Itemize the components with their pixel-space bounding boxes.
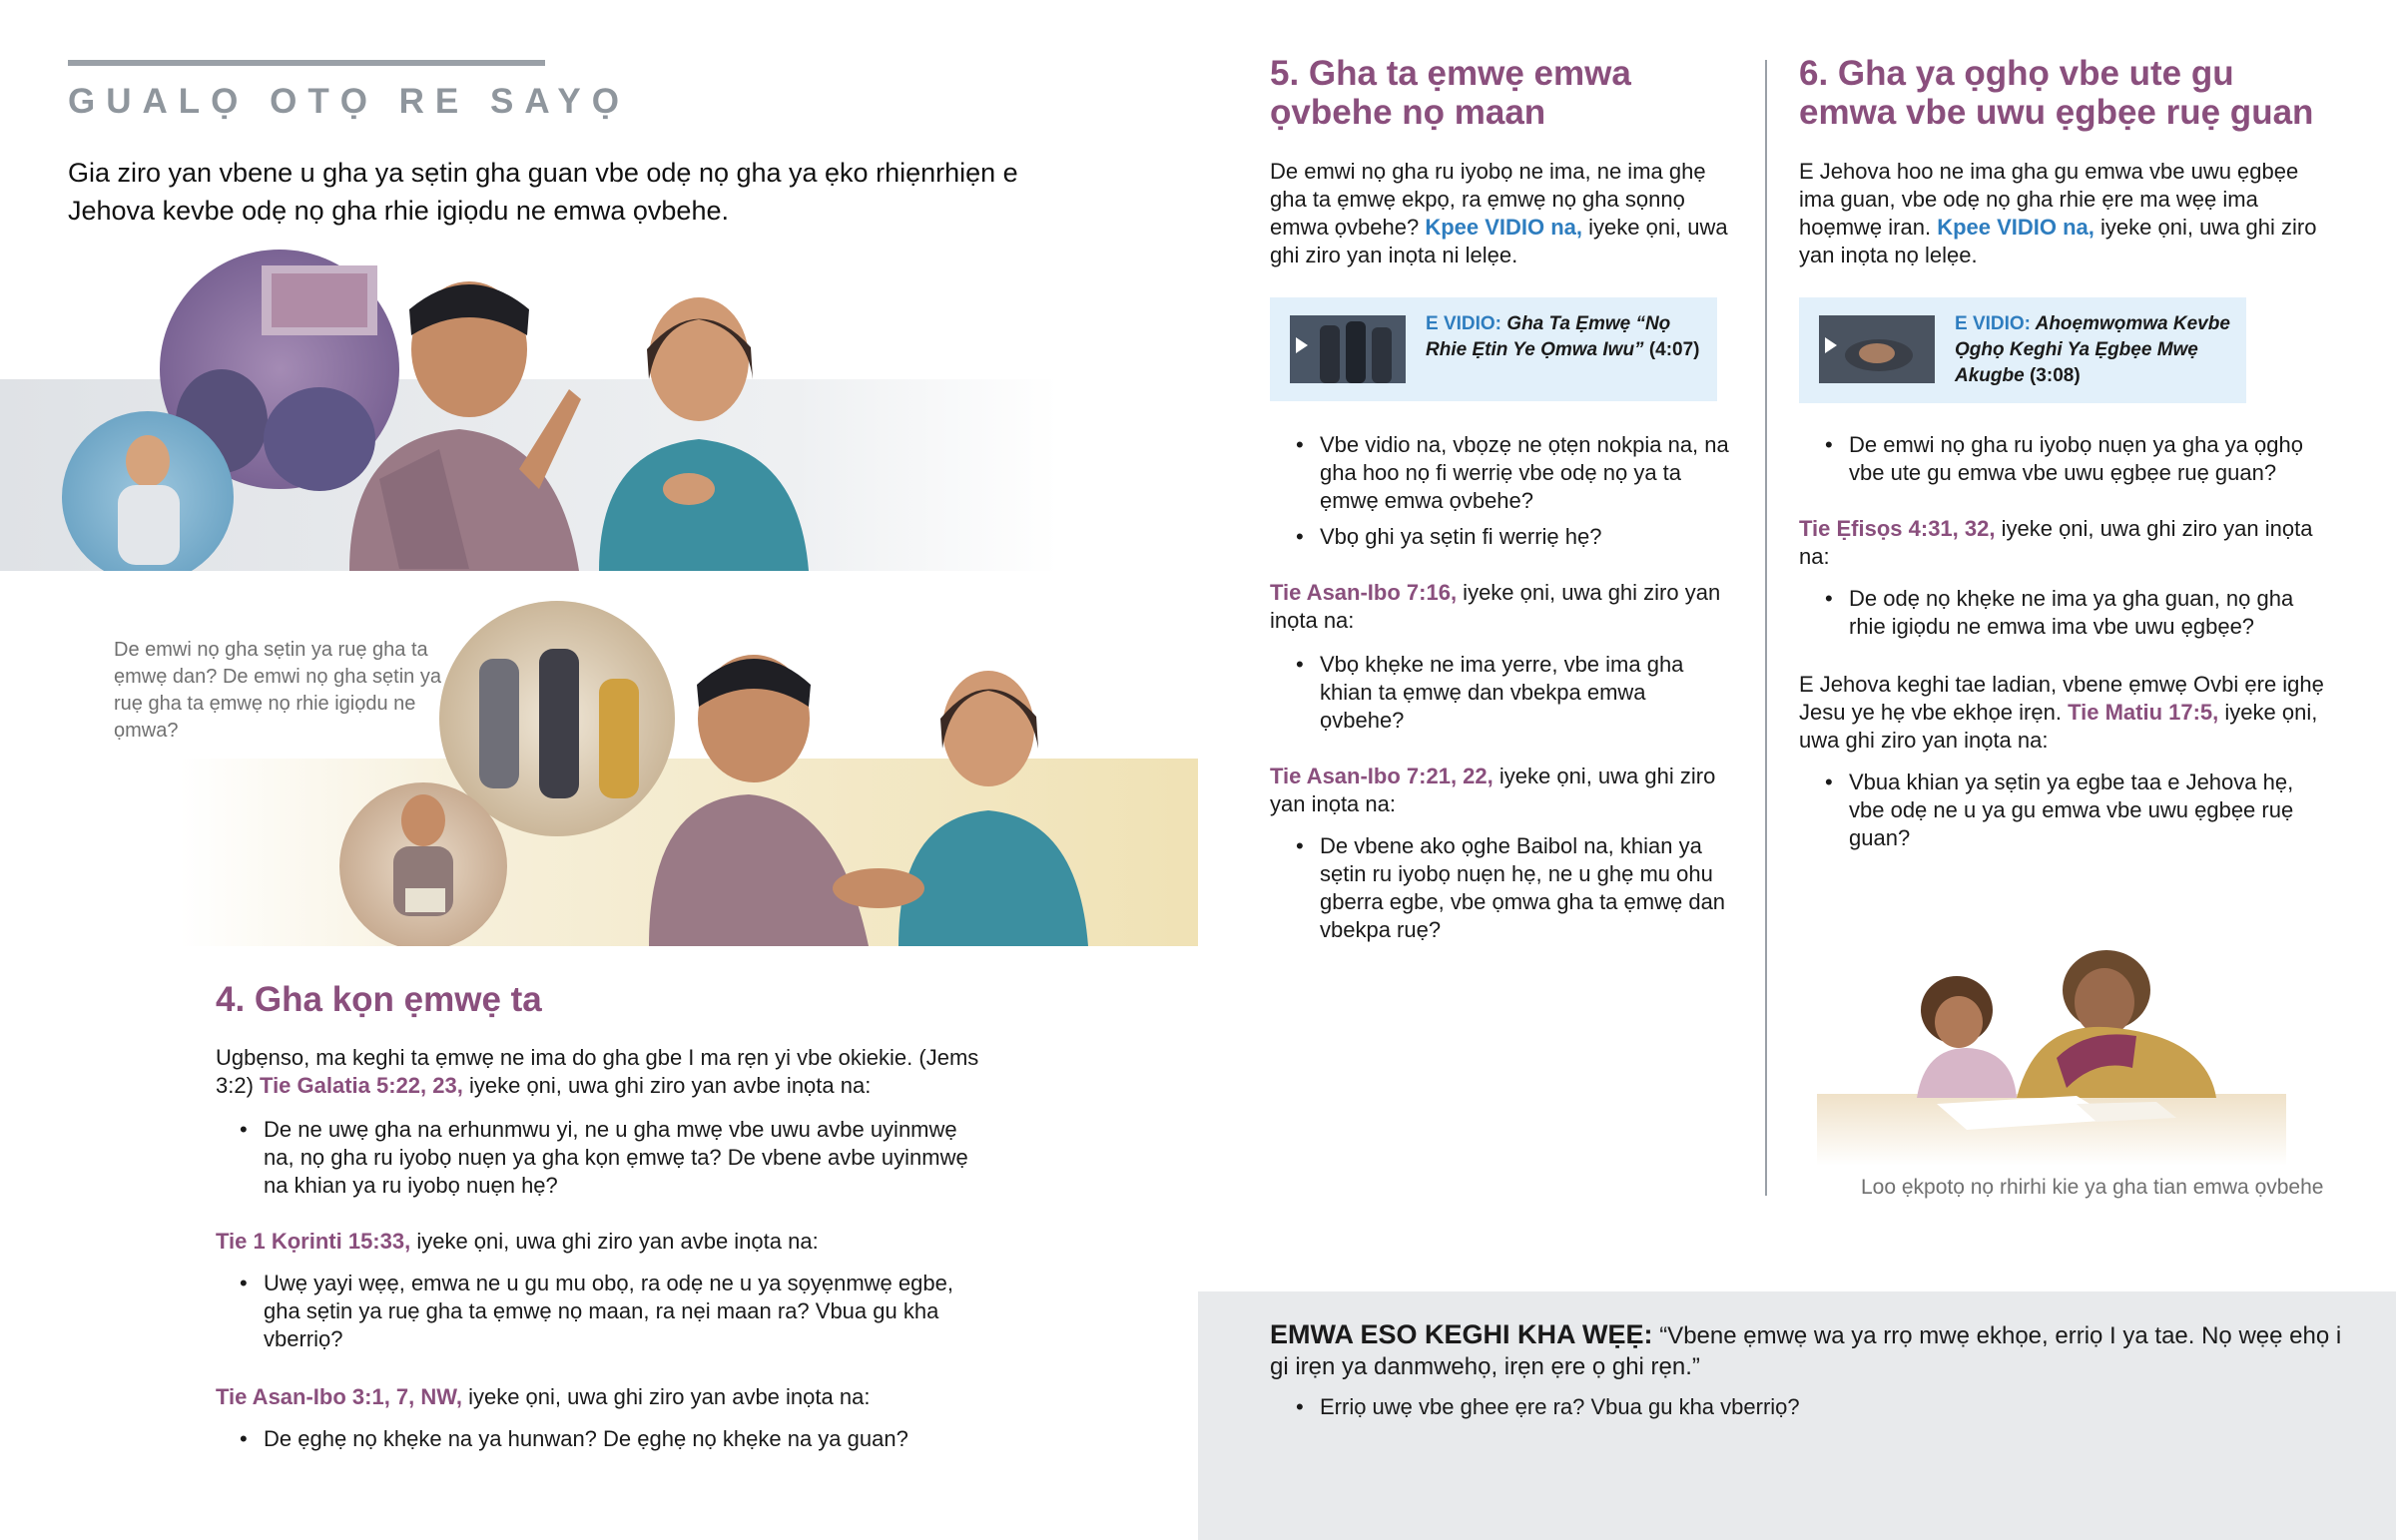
list-item: • De vbene ako ọghe Baibol na, khian ya sẹtin ru iyobọ nuẹn hẹ, ne u ghẹ mu ohu gberra egbe, vbe ọmwa gha ta ẹmwẹ dan vbekpa ruẹ? — [1296, 832, 1735, 944]
section-6-p1-tail: iyeke ọni, uwa ghi ziro yan inọta nọ lelẹe. — [1799, 215, 2317, 267]
section-4-p2-tail: iyeke ọni, uwa ghi ziro yan avbe inọta na: — [410, 1229, 819, 1254]
scripture-matiu-link[interactable]: Tie Matiu 17:5, — [2068, 700, 2219, 725]
scripture-galatia-link[interactable]: Tie Galatia 5:22, 23, — [260, 1073, 463, 1098]
scripture-asan-ibo-7-16-link[interactable]: Tie Asan-Ibo 7:16, — [1270, 580, 1458, 605]
footer-title: EMWA ESO KEGHI KHA WẸẸ: — [1270, 1319, 1653, 1349]
section-4-p1-text: Ugbẹnso, ma keghi ta ẹmwẹ ne ima do gha gbe I ma rẹn yi vbe okiekie. (Jems 3:2) — [216, 1045, 979, 1098]
section-6-heading: 6. Gha ya ọghọ vbe ute gu emwa vbe uwu ẹgbẹe ruẹ guan — [1799, 54, 2314, 132]
section-4-heading: 4. Gha kọn ẹmwẹ ta — [216, 980, 542, 1019]
section-6-paragraph-1 — [1799, 158, 2338, 269]
intro-paragraph: Gia ziro yan vbene u gha ya sẹtin gha guan vbe odẹ nọ gha ya ẹko rhiẹnrhiẹn e Jehova kevbe odẹ nọ gha rhie igiọdu ne emwa ọvbehe. — [68, 158, 1018, 226]
video-label: E VIDIO: — [1955, 313, 2032, 334]
video-card-6[interactable] — [1799, 297, 2246, 403]
video-caption — [1426, 311, 1705, 363]
section-heading: GUALỌ OTỌ RE SAYỌ — [68, 82, 630, 121]
video-thumbnail[interactable] — [1290, 315, 1406, 383]
footer-quote-text: “Vbene ẹmwẹ wa ya rrọ mwẹ ekhọe, erriọ I ya tae. Nọ wẹẹ ehọ i gi irẹn ya danmwehọ, irẹn ẹre ọ ghi rẹn.” — [1270, 1322, 2342, 1380]
section-5-p1-text: De emwi nọ gha ru iyobọ ne ima, ne ima ghẹ gha ta ẹmwẹ ekpọ, ra ẹmwẹ nọ gha sọnnọ emwa ọvbehe? — [1270, 159, 1706, 240]
footer-bullets — [1296, 1393, 2294, 1429]
argument-illustration — [0, 240, 1058, 571]
video-title[interactable]: Ahoẹmwọmwa Kevbe Ọghọ Keghi Ya Ẹgbẹe Mwẹ Akugbe — [1955, 313, 2230, 386]
list-item: • Vbọ khẹke ne ima yerre, vbe ima gha khian ta ẹmwẹ dan vbekpa emwa ọvbehe? — [1296, 651, 1735, 735]
section-4-bullets-3 — [240, 1425, 998, 1461]
reconciliation-illustration — [180, 599, 1198, 946]
video-title[interactable]: Gha Ta Ẹmwẹ “Nọ Rhie Ẹtin Ye Ọmwa Iwu” — [1426, 313, 1671, 360]
list-item: • De odẹ nọ khẹke ne ima ya gha guan, nọ gha rhie igiọdu ne emwa ima vbe uwu ẹgbẹe? — [1825, 585, 2334, 641]
watch-video-link[interactable]: Kpee VIDIO na, — [1425, 215, 1583, 240]
section-6-p3-tail: iyeke ọni, uwa ghi ziro yan inọta na: — [1799, 700, 2318, 753]
top-rule — [68, 60, 545, 66]
footer-quote — [1270, 1319, 2348, 1382]
section-4-p3-tail: iyeke ọni, uwa ghi ziro yan avbe inọta na: — [461, 1384, 871, 1409]
section-5-paragraph-2 — [1270, 579, 1739, 635]
section-5-bullets-1 — [1296, 431, 1735, 559]
section-4-paragraph-3 — [216, 1383, 994, 1411]
list-item: • Erriọ uwẹ vbe ghee ẹre ra? Vbua gu kha vberriọ? — [1296, 1393, 2294, 1421]
video-label: E VIDIO: — [1426, 313, 1502, 334]
section-4-paragraph-2 — [216, 1228, 994, 1256]
video-caption — [1955, 311, 2234, 389]
list-item: • De emwi nọ gha ru iyobọ nuẹn ya gha ya ọghọ vbe ute gu emwa vbe uwu ẹgbẹe ruẹ guan? — [1825, 431, 2344, 487]
section-6-paragraph-3 — [1799, 671, 2338, 755]
list-item: • Vbọ ghi ya sẹtin fi werriẹ hẹ? — [1296, 523, 1735, 551]
section-6-bullets-3 — [1825, 769, 2334, 860]
mother-daughter-illustration — [1817, 898, 2286, 1166]
column-divider — [1765, 60, 1767, 1196]
section-6-p1-text: E Jehova hoo ne ima gha gu emwa vbe uwu ẹgbẹe ima guan, vbe odẹ nọ gha rhie ẹre ma wẹẹ ima hoẹmwẹ iran. — [1799, 159, 2299, 240]
section-5-heading: 5. Gha ta ẹmwẹ emwa ọvbehe nọ maan — [1270, 54, 1631, 132]
list-item: • De ẹghẹ nọ khẹke na ya hunwan? De ẹghẹ nọ khẹke na ya guan? — [240, 1425, 998, 1453]
section-5-p2-tail: iyeke ọni, uwa ghi ziro yan inọta na: — [1270, 580, 1721, 633]
section-6-bullets-1 — [1825, 431, 2344, 495]
list-item: • Uwẹ yayi wẹẹ, emwa ne u gu mu obọ, ra odẹ ne u ya sọyẹnmwẹ egbe, gha sẹtin ya ruẹ gha ta ẹmwẹ nọ maan, ra nẹi maan ra? Vbua gu kha vberriọ? — [240, 1270, 968, 1353]
section-4-p1-tail: iyeke ọni, uwa ghi ziro yan avbe inọta na: — [462, 1073, 872, 1098]
section-5-bullets-2 — [1296, 651, 1735, 743]
video-thumbnail[interactable] — [1819, 315, 1935, 383]
illustration-caption-right: Loo ẹkpotọ nọ rhirhi kie ya gha tian emwa ọvbehe — [1861, 1176, 2324, 1199]
section-5-p3-tail: iyeke ọni, uwa ghi ziro yan inọta na: — [1270, 764, 1716, 816]
scripture-korinti-link[interactable]: Tie 1 Kọrinti 15:33, — [216, 1229, 411, 1254]
video-card-5[interactable] — [1270, 297, 1717, 401]
scripture-efisos-link[interactable]: Tie Ẹfisọs 4:31, 32, — [1799, 516, 1996, 541]
section-4-bullets-2 — [240, 1270, 968, 1361]
section-6-p3-text: E Jehova keghi tae ladian, vbene ẹmwẹ Ovbi ẹre ighẹ Jesu ye hẹ vbe ekhọe irẹn. — [1799, 672, 2324, 725]
section-6-p2-tail: iyeke ọni, uwa ghi ziro yan inọta na: — [1799, 516, 2313, 569]
video-duration: (3:08) — [2029, 365, 2081, 386]
section-6-bullets-2 — [1825, 585, 2334, 649]
section-4-paragraph-1 — [216, 1044, 994, 1100]
watch-video-link[interactable]: Kpee VIDIO na, — [1937, 215, 2095, 240]
illustration-caption: De emwi nọ gha sẹtin ya ruẹ gha ta ẹmwẹ dan? De emwi nọ gha sẹtin ya ruẹ gha ta ẹmwẹ nọ rhie igiọdu ne ọmwa? — [114, 639, 441, 742]
section-5-bullets-3 — [1296, 832, 1735, 952]
section-4-bullets-1 — [240, 1116, 968, 1208]
section-5-paragraph-3 — [1270, 763, 1739, 818]
section-5-p1-tail: iyeke ọni, uwa ghi ziro yan inọta ni lelẹe. — [1270, 215, 1728, 267]
scripture-asan-ibo-7-21-link[interactable]: Tie Asan-Ibo 7:21, 22, — [1270, 764, 1494, 788]
section-5-paragraph-1 — [1270, 158, 1739, 269]
section-6-paragraph-2 — [1799, 515, 2338, 571]
list-item: • Vbua khian ya sẹtin ya egbe taa e Jehova hẹ, vbe odẹ ne u ya gu emwa vbe uwu ẹgbẹe ruẹ guan? — [1825, 769, 2334, 852]
list-item: • Vbe vidio na, vbọzẹ ne ọtẹn nokpia na, na gha hoo nọ fi werriẹ vbe odẹ nọ ya ta ẹmwẹ emwa ọvbehe? — [1296, 431, 1735, 515]
scripture-asan-ibo-link[interactable]: Tie Asan-Ibo 3:1, 7, NW, — [216, 1384, 462, 1409]
video-duration: (4:07) — [1648, 339, 1700, 360]
list-item: • De ne uwẹ gha na erhunmwu yi, ne u gha mwẹ vbe uwu avbe uyinmwẹ na, nọ gha ru iyobọ nuẹn ya gha kọn ẹmwẹ ta? De vbene avbe uyinmwẹ na khian ya ru iyobọ nuẹn hẹ? — [240, 1116, 968, 1200]
